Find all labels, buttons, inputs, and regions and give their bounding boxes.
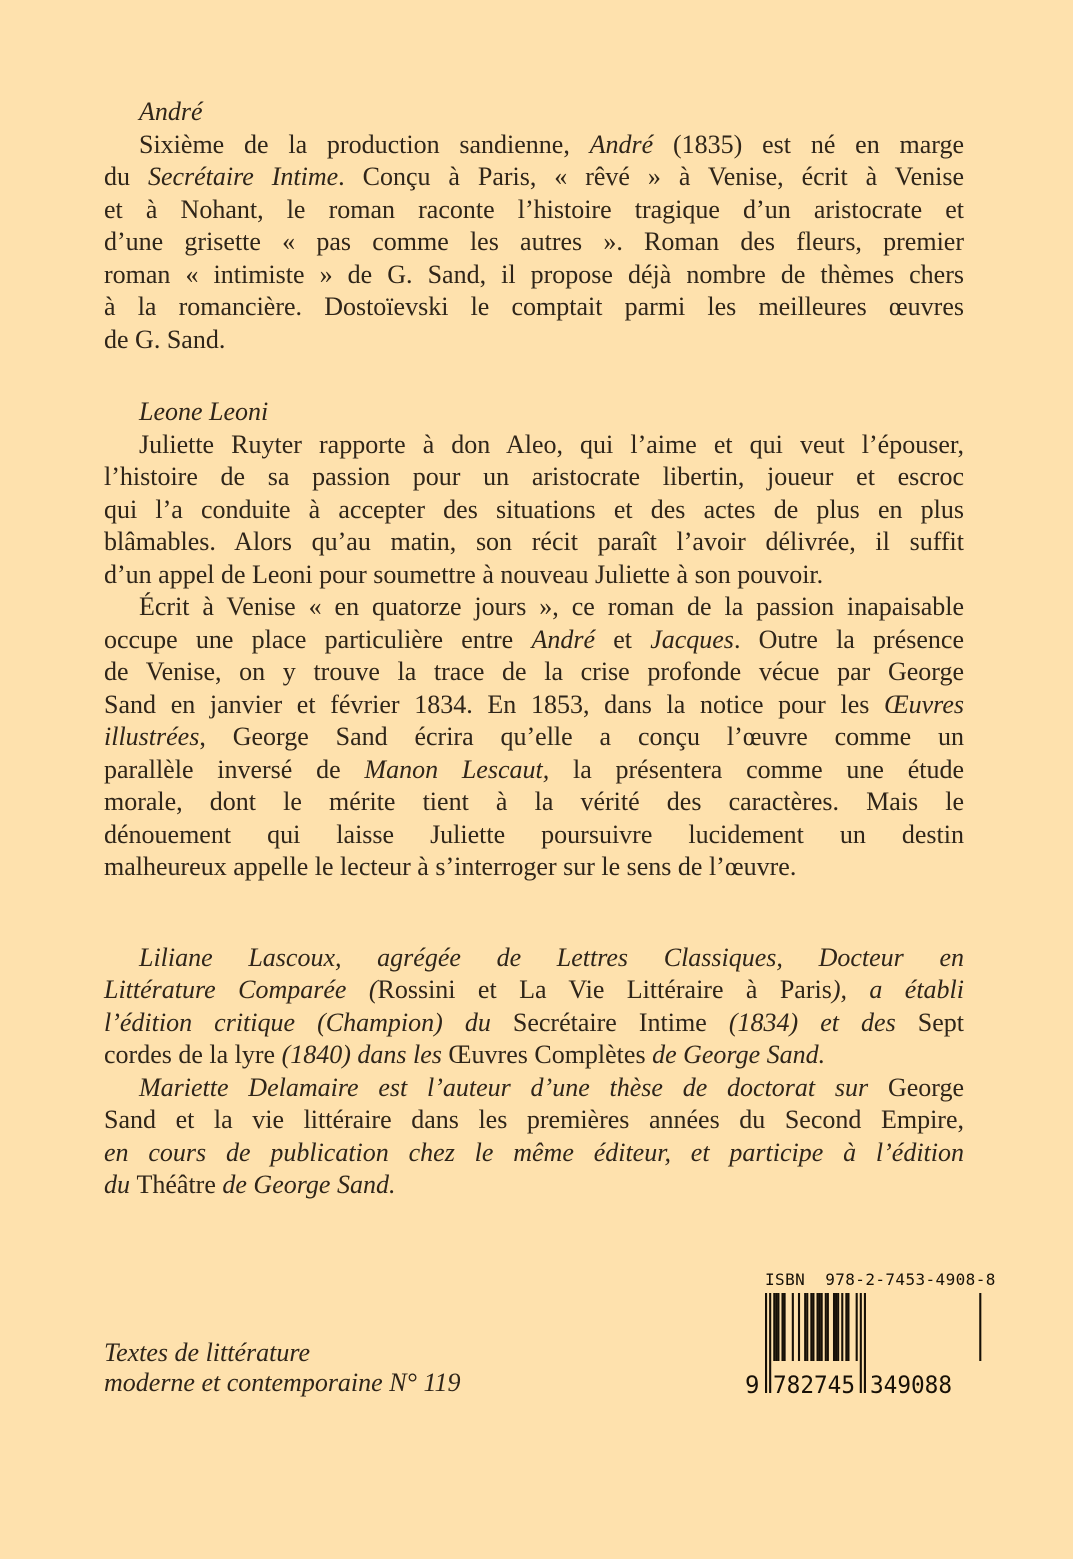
svg-text:9: 9 bbox=[745, 1371, 760, 1399]
isbn-barcode-block bbox=[743, 1270, 996, 1403]
series-title-line1: Textes de littérature bbox=[104, 1338, 311, 1367]
svg-text:349088: 349088 bbox=[870, 1371, 952, 1399]
paragraph-andre: Sixième de la production sandienne, André (1835) est né en marge du Secrétaire Intime. Conçu à Paris, « rêvé » à Venise, écrit à Venise et à Nohant, le roman raconte l’histoire tragique d’un aristocrate et d’une grisette « pas comme les autres ». Roman des fleurs, premier roman « intimiste » de G. Sand, il propose déjà nombre de thèmes chers à la romancière. Dostoïevski le comptait parmi les meilleures œuvres de G. Sand. bbox=[104, 129, 964, 354]
series-title-line2: moderne et contemporaine N° 119 bbox=[104, 1368, 461, 1397]
ean13-barcode bbox=[743, 1293, 983, 1403]
series-title bbox=[104, 1338, 461, 1398]
bio-liliane-lascoux: Liliane Lascoux, agrégée de Lettres Classiques, Docteur en Littérature Comparée (Rossini et La Vie Littéraire à Paris), a établi l’édition critique (Champion) du Secrétaire Intime (1834) et des Sept cordes de la lyre (1840) dans les Œuvres Complètes de George Sand. bbox=[104, 942, 965, 1069]
svg-text:782745: 782745 bbox=[773, 1371, 855, 1399]
section-heading-leone-leoni: Leone Leoni bbox=[139, 397, 269, 426]
back-cover-text-column bbox=[104, 96, 964, 1202]
section-heading-andre: André bbox=[139, 97, 203, 126]
bio-mariette-delamaire: Mariette Delamaire est l’auteur d’une thèse de doctorat sur George Sand et la vie littéraire dans les premières années du Second Empire, en cours de publication chez le même éditeur, et participe à l’édition du Théâtre de George Sand. bbox=[104, 1072, 964, 1199]
author-bios bbox=[104, 942, 964, 1202]
isbn-number: ISBN 978-2-7453-4908-8 bbox=[765, 1270, 996, 1289]
paragraph-leone-leoni-2: Écrit à Venise « en quatorze jours », ce roman de la passion inapaisable occupe une place particulière entre André et Jacques. Outre la présence de Venise, on y trouve la trace de la crise profonde vécue par George Sand en janvier et février 1834. En 1853, dans la notice pour les Œuvres illustrées, George Sand écrira qu’elle a conçu l’œuvre comme un parallèle inversé de Manon Lescaut, la présentera comme une étude morale, dont le mérite tient à la vérité des caractères. Mais le dénouement qui laisse Juliette poursuivre lucidement un destin malheureux appelle le lecteur à s’interroger sur le sens de l’œuvre. bbox=[104, 592, 964, 881]
paragraph-leone-leoni-1: Juliette Ruyter rapporte à don Aleo, qui l’aime et qui veut l’épouser, l’histoire de sa passion pour un aristocrate libertin, joueur et escroc qui l’a conduite à accepter des situations et des actes de plus en plus blâmables. Alors qu’au matin, son récit paraît l’avoir délivrée, il suffit d’un appel de Leoni pour soumettre à nouveau Juliette à son pouvoir. bbox=[104, 429, 964, 589]
